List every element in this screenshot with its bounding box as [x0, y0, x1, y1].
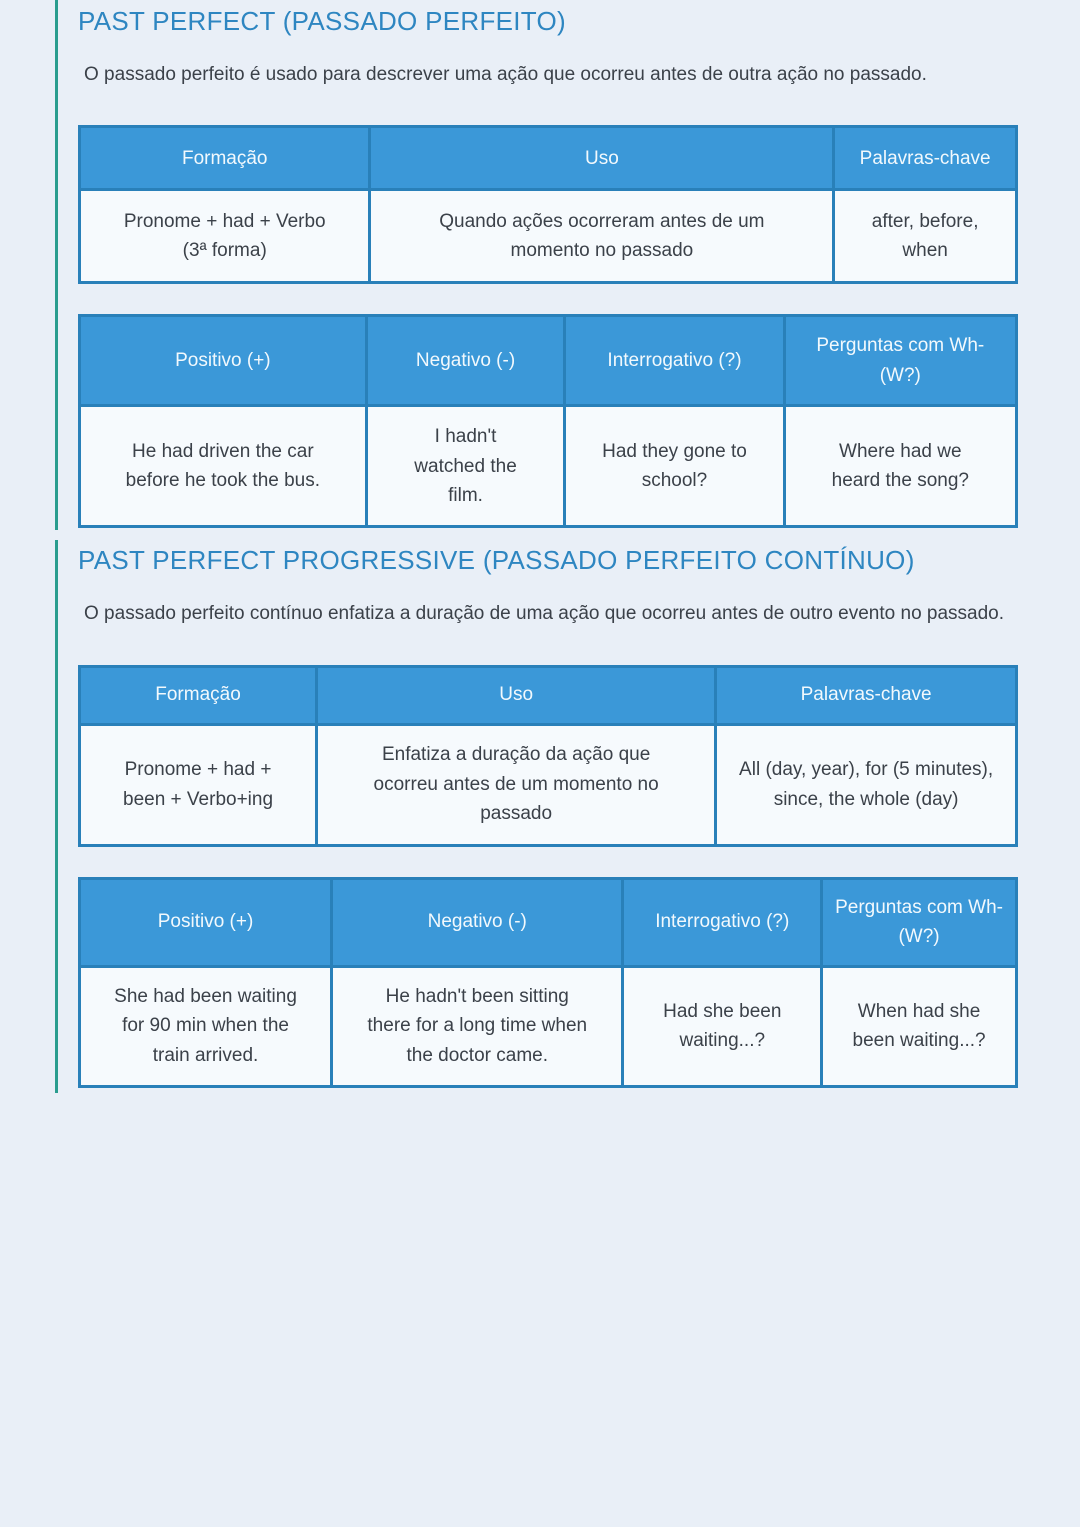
table-header-row	[80, 666, 1017, 724]
table-row	[80, 406, 1017, 527]
header-formacao: Formação	[80, 666, 317, 724]
table-row	[80, 724, 1017, 845]
header-uso: Uso	[317, 666, 716, 724]
header-negativo: Negativo (-)	[366, 316, 565, 406]
cell-perguntas-wh: Where had we heard the song?	[784, 406, 1016, 527]
cell-negativo: I hadn't watched the film.	[366, 406, 565, 527]
header-palavras-chave: Palavras-chave	[834, 127, 1017, 190]
header-perguntas-wh: Perguntas com Wh- (W?)	[784, 316, 1016, 406]
header-palavras-chave: Palavras-chave	[716, 666, 1017, 724]
formation-table	[78, 125, 1018, 284]
header-positivo: Positivo (+)	[80, 316, 367, 406]
cell-formacao: Pronome + had + been + Verbo+ing	[80, 724, 317, 845]
section-description: O passado perfeito contínuo enfatiza a duração de uma ação que ocorreu antes de outro evento no passado.	[84, 603, 1005, 625]
table-row	[80, 190, 1017, 283]
cell-palavras-chave: All (day, year), for (5 minutes), since, the whole (day)	[716, 724, 1017, 845]
sentence-forms-table	[78, 314, 1018, 528]
header-interrogativo: Interrogativo (?)	[623, 878, 822, 966]
formation-table	[78, 665, 1018, 847]
section-title-past-perfect-progressive: PAST PERFECT PROGRESSIVE (PASSADO PERFEITO CONTÍNUO)	[78, 545, 915, 576]
section-title-past-perfect: PAST PERFECT (PASSADO PERFEITO)	[78, 6, 566, 36]
cell-interrogativo: Had they gone to school?	[565, 406, 784, 527]
section-description: O passado perfeito é usado para descrever uma ação que ocorreu antes de outra ação no passado.	[84, 64, 927, 86]
header-interrogativo: Interrogativo (?)	[565, 316, 784, 406]
sentence-forms-table	[78, 877, 1018, 1088]
cell-uso: Quando ações ocorreram antes de um momento no passado	[370, 190, 834, 283]
header-positivo: Positivo (+)	[80, 878, 332, 966]
table-row	[80, 966, 1017, 1086]
cell-uso: Enfatiza a duração da ação que ocorreu antes de um momento no passado	[317, 724, 716, 845]
cell-formacao: Pronome + had + Verbo (3ª forma)	[80, 190, 370, 283]
table-header-row	[80, 127, 1017, 190]
table-header-row	[80, 316, 1017, 406]
table-header-row	[80, 878, 1017, 966]
cell-interrogativo: Had she been waiting...?	[623, 966, 822, 1086]
header-perguntas-wh: Perguntas com Wh- (W?)	[822, 878, 1017, 966]
past-perfect-progressive-section	[55, 540, 1080, 1092]
cell-palavras-chave: after, before, when	[834, 190, 1017, 283]
past-perfect-section	[55, 0, 1080, 530]
header-formacao: Formação	[80, 127, 370, 190]
cell-perguntas-wh: When had she been waiting...?	[822, 966, 1017, 1086]
header-negativo: Negativo (-)	[332, 878, 623, 966]
cell-positivo: He had driven the car before he took the bus.	[80, 406, 367, 527]
header-uso: Uso	[370, 127, 834, 190]
cell-positivo: She had been waiting for 90 min when the train arrived.	[80, 966, 332, 1086]
cell-negativo: He hadn't been sitting there for a long time when the doctor came.	[332, 966, 623, 1086]
